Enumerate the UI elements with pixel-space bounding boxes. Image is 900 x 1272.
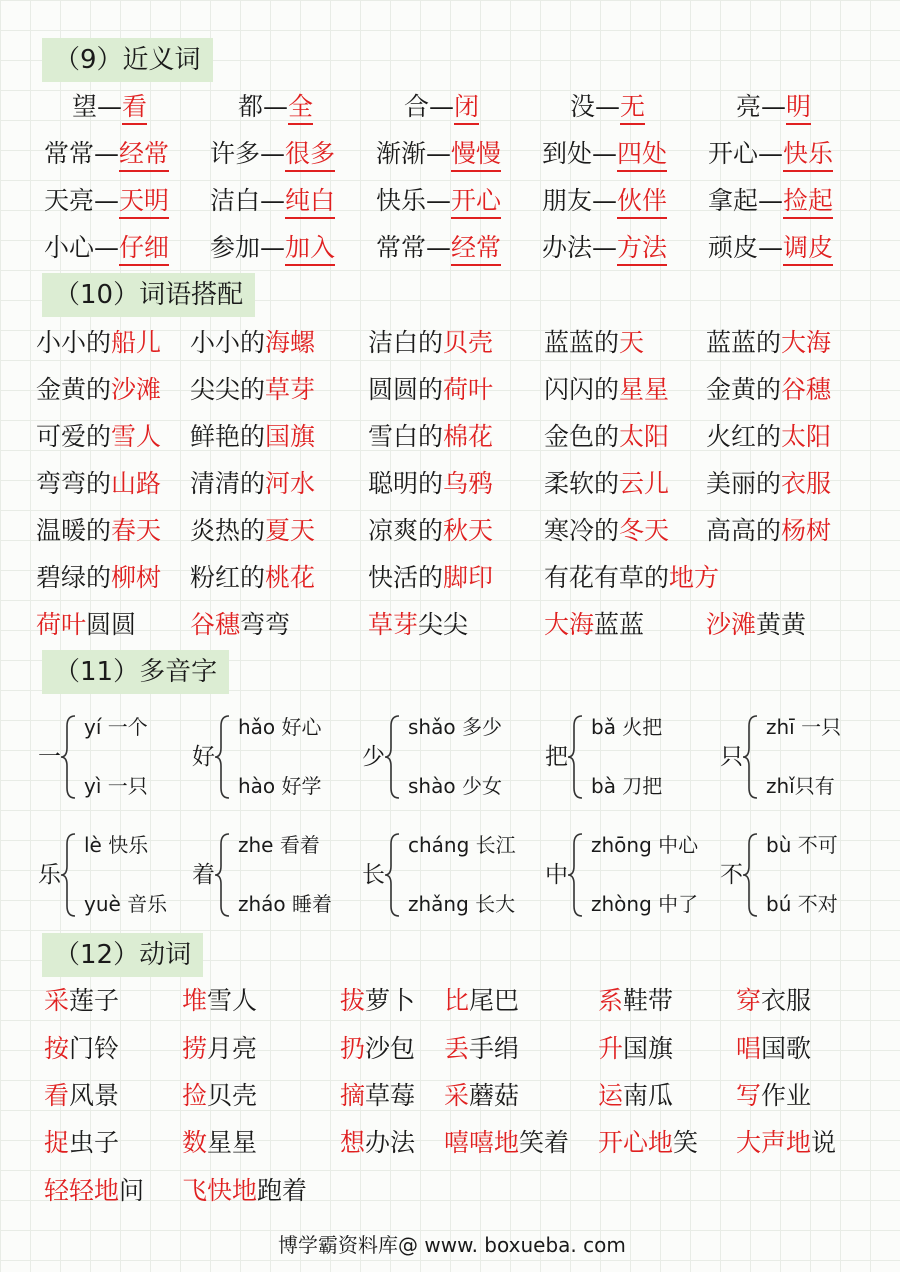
polyphone-reading: shǎo 多少 [408, 715, 502, 739]
synonym-pair: 办法—方法 [542, 233, 667, 263]
synonym-pair: 朋友—伙伴 [542, 186, 667, 216]
polyphone-group [38, 830, 213, 920]
verb-phrase: 扔沙包 [340, 1034, 416, 1063]
pairing-item: 尖尖的草芽 [190, 375, 316, 404]
verb-phrase: 捡贝壳 [182, 1081, 258, 1110]
pairing-item: 有花有草的地方 [544, 563, 720, 592]
polyphone-reading: yí 一个 [84, 715, 148, 739]
verb-phrase: 堆雪人 [182, 986, 258, 1015]
pairing-item: 沙滩黄黄 [706, 610, 807, 639]
verb-phrase: 唱国歌 [736, 1034, 812, 1063]
polyphone-reading: hào 好学 [238, 774, 322, 798]
brace-icon [384, 832, 402, 918]
verb-phrase: 运南瓜 [598, 1081, 674, 1110]
polyphone-char: 乐 [38, 862, 61, 888]
verb-phrase: 丢手绢 [444, 1034, 520, 1063]
brace-icon [567, 714, 585, 800]
verb-phrase: 穿衣服 [736, 986, 812, 1015]
polyphone-group [192, 830, 367, 920]
pairing-item: 金黄的沙滩 [36, 375, 162, 404]
polyphone-char: 好 [192, 744, 215, 770]
synonym-pair: 参加—加入 [210, 233, 335, 263]
polyphone-reading: zhī 一只 [766, 715, 842, 739]
polyphone-char: 中 [545, 862, 568, 888]
pairing-item: 美丽的衣服 [706, 469, 832, 498]
synonym-pair: 拿起—捡起 [708, 186, 833, 216]
brace-icon [567, 832, 585, 918]
brace-icon [60, 832, 78, 918]
section-title-pairings: （10）词语搭配 [42, 273, 255, 317]
synonym-pair: 望—看 [72, 92, 147, 122]
polyphone-reading: zhǐ只有 [766, 774, 835, 798]
pairing-item: 粉红的桃花 [190, 563, 316, 592]
verb-phrase: 开心地笑 [598, 1128, 699, 1157]
verb-phrase: 飞快地跑着 [182, 1176, 308, 1205]
section-title-synonyms: （9）近义词 [42, 38, 213, 82]
polyphone-reading: zháo 睡着 [238, 892, 333, 916]
polyphone-reading: bú 不对 [766, 892, 838, 916]
synonym-pair: 洁白—纯白 [210, 186, 335, 216]
polyphone-reading: lè 快乐 [84, 833, 149, 857]
pairing-item: 可爱的雪人 [36, 422, 162, 451]
pairing-item: 小小的船儿 [36, 328, 162, 357]
verb-phrase: 按门铃 [44, 1034, 120, 1063]
verb-phrase: 捉虫子 [44, 1128, 120, 1157]
polyphone-reading: hǎo 好心 [238, 715, 322, 739]
brace-icon [214, 714, 232, 800]
synonym-pair: 顽皮—调皮 [708, 233, 833, 263]
verb-phrase: 数星星 [182, 1128, 258, 1157]
pairing-item: 闪闪的星星 [544, 375, 670, 404]
pairing-item: 大海蓝蓝 [544, 610, 645, 639]
pairing-item: 鲜艳的国旗 [190, 422, 316, 451]
verb-phrase: 看风景 [44, 1081, 120, 1110]
brace-icon [214, 832, 232, 918]
polyphone-char: 不 [720, 862, 743, 888]
polyphone-group [362, 712, 537, 802]
polyphone-char: 少 [362, 744, 385, 770]
synonym-pair: 到处—四处 [542, 139, 667, 169]
pairing-item: 圆圆的荷叶 [368, 375, 494, 404]
verb-phrase: 轻轻地问 [44, 1176, 145, 1205]
pairing-item: 荷叶圆圆 [36, 610, 137, 639]
polyphone-reading: yuè 音乐 [84, 892, 168, 916]
polyphone-char: 长 [362, 862, 385, 888]
verb-phrase: 写作业 [736, 1081, 812, 1110]
polyphone-reading: shào 少女 [408, 774, 502, 798]
synonym-pair: 许多—很多 [210, 139, 335, 169]
synonym-pair: 常常—经常 [376, 233, 501, 263]
polyphone-reading: zhe 看着 [238, 833, 320, 857]
pairing-item: 高高的杨树 [706, 516, 832, 545]
pairing-item: 聪明的乌鸦 [368, 469, 494, 498]
brace-icon [60, 714, 78, 800]
pairing-item: 快活的脚印 [368, 563, 494, 592]
polyphone-group [362, 830, 537, 920]
polyphone-group [720, 712, 895, 802]
polyphone-char: 把 [545, 744, 568, 770]
brace-icon [742, 832, 760, 918]
polyphone-group [545, 830, 720, 920]
pairing-item: 温暖的春天 [36, 516, 162, 545]
synonym-pair: 天亮—天明 [44, 186, 169, 216]
pairing-item: 碧绿的柳树 [36, 563, 162, 592]
synonym-pair: 快乐—开心 [376, 186, 501, 216]
pairing-item: 蓝蓝的天 [544, 328, 645, 357]
synonym-pair: 渐渐—慢慢 [376, 139, 501, 169]
verb-phrase: 捞月亮 [182, 1034, 258, 1063]
pairing-item: 凉爽的秋天 [368, 516, 494, 545]
polyphone-reading: zhǎng 长大 [408, 892, 516, 916]
synonym-pair: 开心—快乐 [708, 139, 833, 169]
verb-phrase: 采莲子 [44, 986, 120, 1015]
pairing-item: 谷穗弯弯 [190, 610, 291, 639]
polyphone-char: 着 [192, 862, 215, 888]
polyphone-reading: yì 一只 [84, 774, 148, 798]
pairing-item: 金黄的谷穗 [706, 375, 832, 404]
pairing-item: 火红的太阳 [706, 422, 832, 451]
verb-phrase: 升国旗 [598, 1034, 674, 1063]
pairing-item: 寒冷的冬天 [544, 516, 670, 545]
polyphone-group [545, 712, 720, 802]
section-title-polyphones: （11）多音字 [42, 650, 229, 694]
brace-icon [384, 714, 402, 800]
synonym-pair: 小心—仔细 [44, 233, 169, 263]
polyphone-reading: bù 不可 [766, 833, 838, 857]
polyphone-group [192, 712, 367, 802]
pairing-item: 炎热的夏天 [190, 516, 316, 545]
synonym-pair: 合—闭 [404, 92, 479, 122]
synonym-pair: 亮—明 [736, 92, 811, 122]
polyphone-reading: zhòng 中了 [591, 892, 699, 916]
section-title-verbs: （12）动词 [42, 933, 203, 977]
pairing-item: 雪白的棉花 [368, 422, 494, 451]
verb-phrase: 比尾巴 [444, 986, 520, 1015]
polyphone-group [720, 830, 895, 920]
polyphone-reading: cháng 长江 [408, 833, 516, 857]
pairing-item: 小小的海螺 [190, 328, 316, 357]
polyphone-char: 一 [38, 744, 61, 770]
synonym-pair: 都—全 [238, 92, 313, 122]
polyphone-reading: bà 刀把 [591, 774, 663, 798]
synonym-pair: 没—无 [570, 92, 645, 122]
polyphone-char: 只 [720, 744, 743, 770]
synonym-pair: 常常—经常 [44, 139, 169, 169]
polyphone-reading: zhōng 中心 [591, 833, 699, 857]
pairing-item: 草芽尖尖 [368, 610, 469, 639]
verb-phrase: 嘻嘻地笑着 [444, 1128, 570, 1157]
pairing-item: 柔软的云儿 [544, 469, 670, 498]
footer-watermark: 博学霸资料库@ www. boxueba. com [278, 1233, 626, 1257]
verb-phrase: 系鞋带 [598, 986, 674, 1015]
brace-icon [742, 714, 760, 800]
pairing-item: 清清的河水 [190, 469, 316, 498]
pairing-item: 弯弯的山路 [36, 469, 162, 498]
pairing-item: 洁白的贝壳 [368, 328, 494, 357]
polyphone-reading: bǎ 火把 [591, 715, 663, 739]
pairing-item: 蓝蓝的大海 [706, 328, 832, 357]
polyphone-group [38, 712, 213, 802]
pairing-item: 金色的太阳 [544, 422, 670, 451]
verb-phrase: 大声地说 [736, 1128, 837, 1157]
verb-phrase: 摘草莓 [340, 1081, 416, 1110]
verb-phrase: 拔萝卜 [340, 986, 416, 1015]
verb-phrase: 采蘑菇 [444, 1081, 520, 1110]
verb-phrase: 想办法 [340, 1128, 416, 1157]
